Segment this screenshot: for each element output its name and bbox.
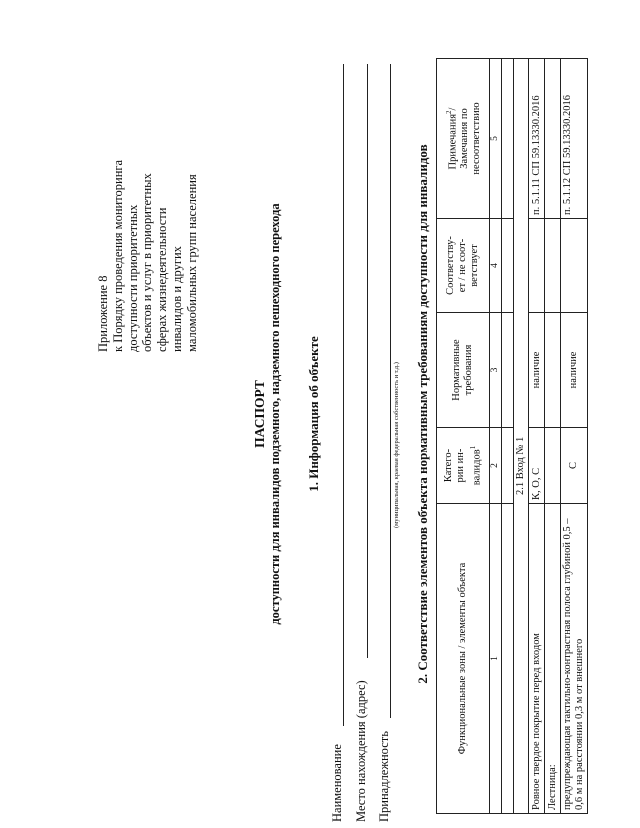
- index-cell: 2: [490, 428, 502, 504]
- address-field-line: [367, 64, 368, 658]
- table-row: [561, 59, 588, 814]
- requirement-cell: [545, 313, 561, 428]
- table-empty-row: [502, 59, 514, 814]
- index-cell: 4: [490, 219, 502, 313]
- ownership-caption: (муниципальная, краевая федеральная собственность и т.д.): [393, 362, 400, 528]
- section2-heading: 2. Соответствие элементов объекта нормативным требованиям доступности для инвалидов: [415, 144, 430, 684]
- table-index-row: [490, 59, 502, 814]
- appendix-line: маломобильных групп населения: [184, 174, 199, 352]
- header-compliance: Соответству- ет / не соот- ветствует: [437, 219, 490, 313]
- document-title: ПАСПОРТ: [252, 380, 267, 448]
- ownership-field-line: [390, 64, 391, 718]
- compliance-cell: [561, 219, 588, 313]
- zone-cell: Лестница:: [545, 504, 561, 814]
- ownership-label: Принадлежность: [377, 731, 391, 822]
- index-cell: 3: [490, 313, 502, 428]
- zone-cell: предупреждающая тактильно-контрастная полоса глубиной 0,5 – 0,6 м на расстоянии 0,3 м от внешнего: [561, 504, 588, 814]
- compliance-cell: [529, 219, 545, 313]
- note-cell: п. 5.1.11 СП 59.13330.2016: [529, 59, 545, 219]
- table-row: [545, 59, 561, 814]
- appendix-line: инвалидов и других: [169, 246, 184, 352]
- group-cell: 2.1 Вход № 1: [514, 59, 529, 814]
- table-group-row: [514, 59, 529, 814]
- appendix-line: объектов и услуг в приоритетных: [140, 173, 155, 352]
- header-categories: Катего- рии ин- валидов$^1$: [437, 428, 490, 504]
- index-cell: 1: [490, 504, 502, 814]
- zone-cell: Ровное твердое покрытие перед входом: [529, 504, 545, 814]
- table-header-row: [437, 59, 490, 814]
- table-row: [529, 59, 545, 814]
- section1-heading: 1. Информация об объекте: [306, 336, 321, 492]
- requirement-cell: наличие: [529, 313, 545, 428]
- category-cell: [545, 428, 561, 504]
- name-label: Наименование: [330, 744, 344, 822]
- name-field-line: [343, 64, 344, 726]
- header-zones: Функциональные зоны / элементы объекта: [437, 504, 490, 814]
- category-cell: К, О, С: [529, 428, 545, 504]
- appendix-line: к Порядку проведения мониторинга: [110, 159, 125, 352]
- note-cell: п. 5.1.12 СП 59.13330.2016: [561, 59, 588, 219]
- appendix-block: [96, 32, 200, 352]
- compliance-cell: [545, 219, 561, 313]
- requirement-cell: наличие: [561, 313, 588, 428]
- category-cell: С: [561, 428, 588, 504]
- address-label: Место нахождения (адрес): [354, 680, 368, 822]
- document-subtitle: доступности для инвалидов подземного, надземного пешеходного перехода: [268, 203, 282, 625]
- header-requirements: Нормативные требования: [437, 313, 490, 428]
- note-cell: [545, 59, 561, 219]
- compliance-table: [436, 58, 588, 814]
- header-notes: Примечания$^2$/ Замечания по несоответствию: [437, 59, 490, 219]
- appendix-line: Приложение 8: [96, 275, 110, 352]
- appendix-line: сферах жизнедеятельности: [155, 207, 170, 352]
- index-cell: 5: [490, 59, 502, 219]
- appendix-line: доступности приоритетных: [125, 204, 140, 352]
